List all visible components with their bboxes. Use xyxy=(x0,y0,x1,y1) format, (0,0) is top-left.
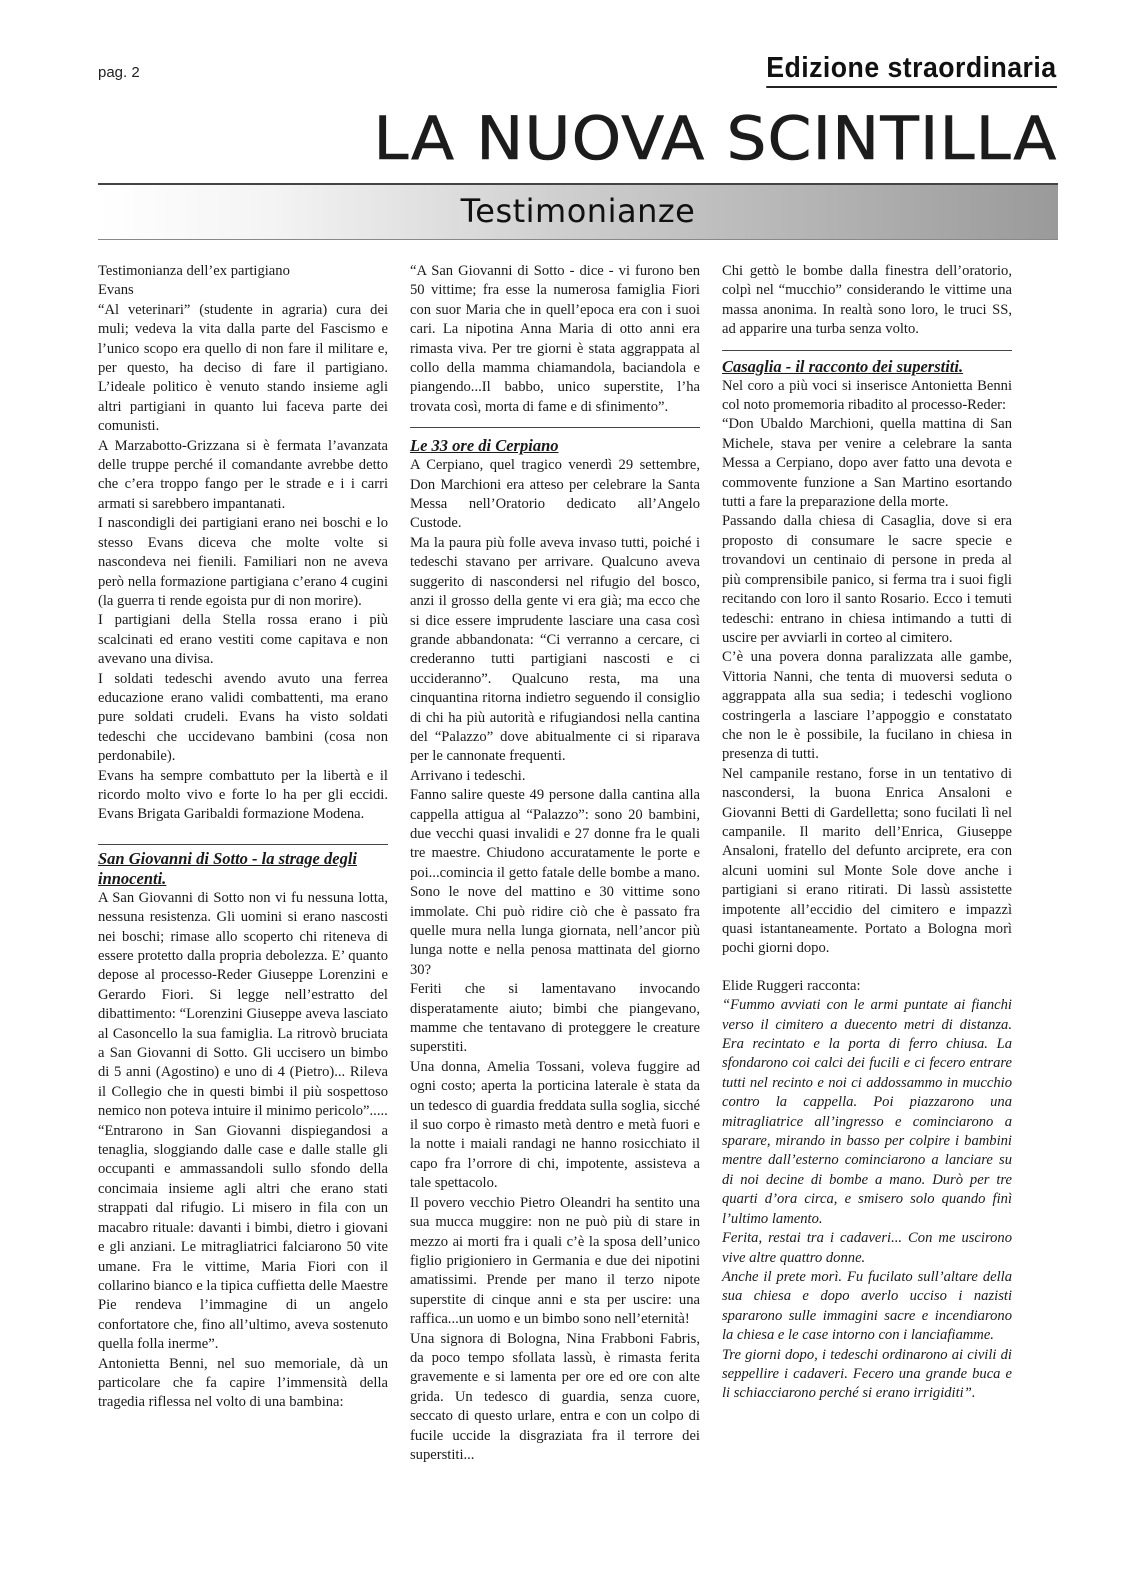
article-heading-cerpiano: Le 33 ore di Cerpiano xyxy=(410,436,559,456)
section-divider xyxy=(410,427,700,428)
testimony-paragraph: Tre giorni dopo, i tedeschi ordinarono ai civili di seppellire i cadaveri. Fecero una grande buca e li schiacciarono perché si erano irrigiditi”. xyxy=(722,1346,1012,1402)
edition-title: Edizione straordinaria xyxy=(767,52,1057,88)
paragraph: Antonietta Benni, nel suo memoriale, dà un particolare che fa capire l’immensità della tragedia riflessa nel volto di una bambina: xyxy=(98,1355,388,1411)
elide-intro: Elide Ruggeri racconta: xyxy=(722,977,861,994)
section-divider xyxy=(98,844,388,845)
paragraph: C’è una povera donna paralizzata alle gambe, Vittoria Nanni, che tenta di muoversi seduta o aggrappata alla sua sedia; i tedeschi vogliono costringerla a lasciare l’appoggio e constatato che non le è possibile, la fucilano in chiesa in presenza di tutti. xyxy=(722,649,1012,763)
paragraph: A Marzabotto-Grizzana si è fermata l’avanzata delle truppe perché il comandante avrebbe detto che c’era troppo fango per le strade e i i carri armati si sarebbero impantanati. xyxy=(98,437,388,512)
paragraph: Arrivano i tedeschi. xyxy=(410,767,526,784)
section-title: Testimonianze xyxy=(460,192,696,230)
testimony-paragraph: Anche il prete morì. Fu fucilato sull’altare della sua chiesa e dopo averlo ucciso i nazisti spararono sulle immagini sacre e incendiarono la chiesa e le case intorno con i lanciafiamme. xyxy=(722,1268,1012,1344)
article-heading-casaglia: Casaglia - il racconto dei superstiti. xyxy=(722,356,964,376)
section-band xyxy=(98,183,1058,240)
section-divider xyxy=(722,350,1012,351)
testimony-paragraph: “Fummo avviati con le armi puntate ai fianchi verso il cimitero a duecento metri di distanza. Era recintato e la porta di ferro chiusa. La sfondarono coi calci dei fucili e ci fecero entrare tutti nel recinto e noi ci addossammo in mucchio contro la cappella. Poi piazzarono una mitragliatrice all’ingresso e cominciarono a sparare, mirando in basso per colpire i bambini mentre dall’esterno cominciarono a lanciare su di noi decine di bombe a mano. Durò per tre quarti d’ora circa, e smisero solo quando finì l’ultimo lamento. xyxy=(722,997,1012,1227)
article-heading-evans-name: Evans xyxy=(98,282,134,299)
paragraph: Passando dalla chiesa di Casaglia, dove si era proposto di consumare le sacre specie e trovandovi un centinaio di persone in preda al più comprensibile panico, si ferma tra i suoi figli recitando con loro il santo Rosario. Ecco i temuti tedeschi: entrano in chiesa intimando a tutti di uscire per avviarli in corteo al cimitero. xyxy=(722,513,1012,646)
column-1 xyxy=(98,262,388,1413)
paragraph: A San Giovanni di Sotto non vi fu nessuna lotta, nessuna resistenza. Gli uomini si erano nascosti nei boschi; rimase allo scoperto chi riteneva di essere protetto dalla propria debolezza. E’ quanto depose al processo-Reder Giuseppe Lorenzini e Gerardo Fiori. Si legge nell’estratto del dibattimento: “Lorenzini Giuseppe aveva lasciato al Casoncello la sua famiglia. La ritrovò bruciata a San Giovanni di Sotto. Gli uccisero un bimbo di 5 anni (Agostino) e uno di 4 (Pietro)... Rileva il Collegio che in questi bimbi il più sospettoso nemico non poteva intuire il minimo pericolo”..... xyxy=(98,889,388,1120)
article-heading-evans: Testimonianza dell’ex partigiano xyxy=(98,263,290,279)
paragraph: I nascondigli dei partigiani erano nei boschi e lo stesso Evans diceva che molte volte si nascondeva nei fienili. Familiari non ne aveva però nella formazione partigiana c’erano 4 cugini (la guerra ti rende egoista pur di non morire). xyxy=(98,515,388,609)
paragraph: Nel campanile restano, forse in un tentativo di nascondersi, la buona Enrica Ansaloni e Giovanni Betti di Gardelletta; sono fucilati lì nel campanile. Il marito dell’Enrica, Giuseppe Ansaloni, fratello del defunto arciprete, era con alcuni uomini sul Monte Sole dove anche i partigiani si erano ritirati. Di lassù assistette impotente all’eccidio del cimitero e impazzì quasi istantaneamente. Portato a Bologna morì pochi giorni dopo. xyxy=(722,765,1012,957)
paragraph: Evans ha sempre combattuto per la libertà e il ricordo molto vivo e forte lo ha per gli eccidi. Evans Brigata Garibaldi formazione Modena. xyxy=(98,767,388,823)
column-3 xyxy=(722,262,1012,1404)
paragraph: Feriti che si lamentavano invocando disperatamente aiuto; bimbi che piangevano, mamme che tentavano di proteggere le creature superstiti. xyxy=(410,981,700,1056)
masthead: LA NUOVA SCINTILLA xyxy=(373,104,1057,174)
page-number: pag. 2 xyxy=(98,64,140,81)
paragraph: Nel coro a più voci si inserisce Antonietta Benni col noto promemoria ribadito al processo-Reder: xyxy=(722,377,1012,414)
paragraph: “Al veterinari” (studente in agraria) cura dei muli; vedeva la vita dalla parte del Fascismo e l’unico scopo era quello di non fare il militare e, per questo, ha deciso di fare il partigiano. L’ideale politico è venuto stando insieme agli altri partigiani in quanto lui faceva parte dei comunisti. xyxy=(98,301,388,435)
column-2 xyxy=(410,262,700,1465)
paragraph: Ma la paura più folle aveva invaso tutti, poiché i tedeschi stavano per arrivare. Qualcuno aveva suggerito di nascondersi nel rifugio del bosco, anzi il grosso della gente vi era già; ma ecco che si dice essere imprudente lasciare una casa così grande abbandonata: “Ci verranno a cercare, ci crederanno tutti partigiani nascosti e ci uccideranno”. Qualcuno resta, ma una cinquantina ritorna indietro seguendo il consiglio di chi ha più autorità e rifugiandosi nella cantina del “Palazzo” dove abitualmente ci si riparava per le cannonate frequenti. xyxy=(410,534,700,765)
testimony-paragraph: Ferita, restai tra i cadaveri... Con me uscirono vive altre quattro donne. xyxy=(722,1230,1012,1266)
paragraph: “Entrarono in San Giovanni dispiegandosi a tenaglia, sloggiando dalle case e dalle stalle gli occupanti e ammassandoli sullo sfondo della concimaia insieme agli altri che erano stati strappati dal rifugio. Li misero in fila con un macabro rituale: davanti i bimbi, dietro i giovani e gli anziani. Le mitragliatrici falciarono 50 vite umane. Fra le vittime, Maria Fiori con il collarino bianco e la tipica cuffietta delle Maestre Pie rendeva l’immagine di un angelo confortatore che, fino all’ultimo, aveva sostenuto quella folla inerme”. xyxy=(98,1122,388,1353)
paragraph: Il povero vecchio Pietro Oleandri ha sentito una sua mucca muggire: non ne può più di stare in mezzo ai morti fra i quali c’è la sposa dell’unico figlio prigioniero in Germania e due dei nipotini amatissimi. Prende per mano il terzo nipote superstite di cinque anni e sta per uscire: una raffica...un uomo e un bimbo sono nell’eternità! xyxy=(410,1194,700,1328)
paragraph: I soldati tedeschi avendo avuto una ferrea educazione erano validi combattenti, ma erano pure soldati crudeli. Evans ha visto soldati tedeschi che uccidevano bambini (cosa non perdonabile). xyxy=(98,670,388,765)
paragraph: Chi gettò le bombe dalla finestra dell’oratorio, colpì nel “mucchio” considerando le vittime una massa anonima. In realtà sono loro, le truci SS, ad apparire una turba senza volto. xyxy=(722,263,1012,338)
paragraph: Una donna, Amelia Tossani, voleva fuggire ad ogni costo; aperta la porticina laterale è stata da un tedesco di guardia freddata sulla soglia, sicché il suo corpo è rimasto metà dentro e metà fuori e la notte i maiali randagi ne hanno rosicchiato il capo fra l’orrore di chi, impotente, assisteva a tale spettacolo. xyxy=(410,1058,700,1192)
paragraph: “Don Ubaldo Marchioni, quella mattina di San Michele, stava per venire a celebrare la santa Messa a Cerpiano, dopo aver fatto una devota e commovente funzione a San Martino esortando tutti a fare la preparazione della morte. xyxy=(722,416,1012,511)
article-heading-san-giovanni: San Giovanni di Sotto - la strage degli innocenti. xyxy=(98,848,357,888)
paragraph: Fanno salire queste 49 persone dalla cantina alla cappella attigua al “Palazzo”: sono 20 bambini, due vecchi quasi invalidi e 27 donne fra le quali tre maestre. Chiudono accuratamente le porte e poi...comincia il getto fatale delle bombe a mano. Sono le nove del mattino e 30 vittime sono immolate. Chi può ridire ciò che è passato fra quelle mura nella lunga giornata, nell’ancor più lunga notte e nella penosa mattinata del giorno 30? xyxy=(410,787,700,978)
paragraph: Una signora di Bologna, Nina Frabboni Fabris, da poco tempo sfollata lassù, è rimasta ferita gravemente e si lamenta per ore ed ore con alte grida. Un tedesco di guardia, senza cuore, seccato di questo urlare, entra e con un colpo di fucile uccide la disgraziata fra il terrore dei superstiti... xyxy=(410,1330,700,1463)
paragraph: I partigiani della Stella rossa erano i più scalcinati ed erano vestiti come capitava e non avevano una divisa. xyxy=(98,612,388,668)
paragraph: A Cerpiano, quel tragico venerdì 29 settembre, Don Marchioni era atteso per celebrare la Santa Messa nell’Oratorio dedicato all’Angelo Custode. xyxy=(410,457,700,532)
paragraph: “A San Giovanni di Sotto - dice - vi furono ben 50 vittime; fra esse la numerosa famiglia Fiori con suor Maria che in quell’epoca era con i suoi cari. La nipotina Anna Maria di otto anni era rimasta viva. Per tre giorni è stata aggrappata al collo della mamma chiamandola, baciandola e piangendo...Il babbo, unico superstite, l’ha trovata così, morta di fame e di sfinimento”. xyxy=(410,263,700,415)
